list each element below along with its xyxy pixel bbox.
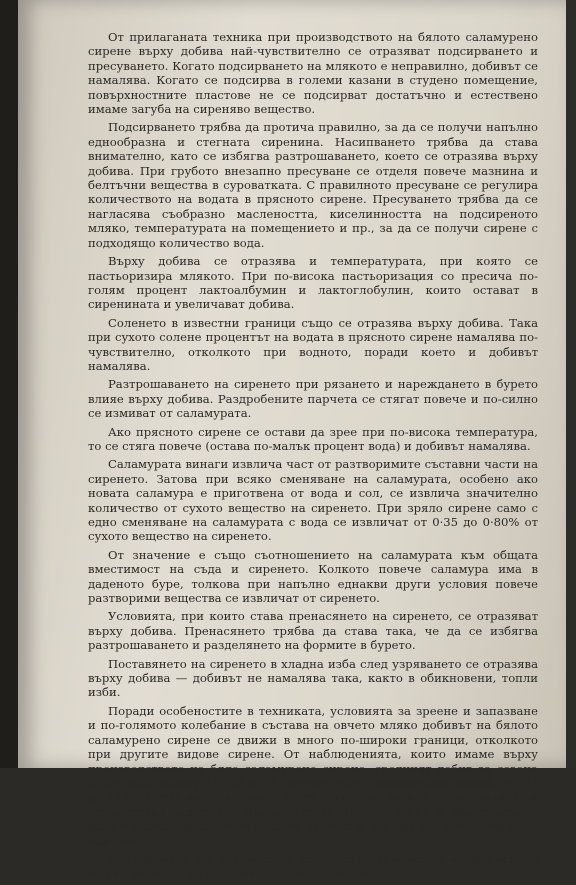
paragraph: Саламурата винаги извлича част от разтворимите съставни части на сиренето. Затова при всяко сменяване на саламурата, особено ако новата саламура е приготвена от вода и сол, се извлича значително количество от сухото вещество на сиренето. При зряло сирене само с едно сменяване на саламурата с вода се извличат от 0·35 до 0·80% от сухото вещество на сиренето. xyxy=(88,457,538,544)
paragraph: Върху добива се отразява и температурата, при която се пастьоризира млякото. При по-висока пастьоризация со пресича по-голям процент лактоалбумин и лактоглобулин, които остават в сиренината и увеличават добива. xyxy=(88,254,538,312)
paragraph: От прилаганата техника при производството на бялото саламурено сирене върху добива най-чувствително се отразяват подсирването и пресуването. Когато подсирването на млякото е неправилно, добивът се намалява. Когато се подсирва в големи казани в студено помещение, повърхностните пластове не се подсирват достатъчно и естествено имаме загуба на сиреняво вещество. xyxy=(88,30,538,117)
paragraph: Поставянето на сиренето в хладна изба след узряването се отразява върху добива — добивът не намалява така, както в обикновени, топли изби. xyxy=(88,656,538,700)
paragraph: Поради особеностите в техниката, условията за зреене и запазване и по-голямото колебание в състава на овчето мляко добивът на бялото саламурено сирене се движи в много по-широки граници, отколкото при другите видове сирене. От наблюденията, които имаме върху производството на бяло саламурено сирене, средният добив за сезона се колебае между 25—28 кг, а пресметнато в национален мащаб—от 23 до 26 кг. Оттук идват и твърде честите спорове между предприятието и техническия персонал. Причините за ниския добив в обществените млекопреработвателни заведения са много, но ние ще отбележим по-важните: xyxy=(88,703,538,848)
paragraph: Условията, при които става пренасянето на сиренето, се отразяват върху добива. Пренасянето трябва да става така, че да се избягва разтрошаването и разделянето на формите в бурето. xyxy=(88,609,538,653)
paragraph: Подсирването трябва да протича правилно, за да се получи напълно еднообразна и стегната сиренина. Насипването трябва да става внимателно, като се избягва разтрошаването, което се отразява върху добива. При грубото внезапно пресуване се отделя повече мазнина и белтъчни вещества в суроватката. С правилното пресуване се регулира количеството на водата в прясното сирене. Пресуването трябва да се нагласява съобразно маслеността, киселинността на подсиреното мляко, температурата на помещението и пр., за да се получи сирене с подходящо количество вода. xyxy=(88,120,538,250)
book-page xyxy=(18,0,566,881)
page-edge-shadow xyxy=(566,0,576,768)
list-item: 1. Приемане на значително количество замърсено и прокиснало мляко, от което се получава по-твърдо сирене. xyxy=(88,851,538,881)
page-text xyxy=(88,30,538,885)
paragraph: От значение е също съотношението на саламурата към общата вместимост на съда и сиренето. Колкото повече саламура има в даденото буре, толкова при напълно еднакви други условия повече разтворими вещества се извличат от сиренето. xyxy=(88,547,538,606)
paragraph: Соленето в известни граници също се отразява върху добива. Така при сухото солене процентът на водата в прясното сирене намалява по-чувствително, отколкото при водното, поради което и добивът намалява. xyxy=(88,315,538,373)
paragraph: Ако прясното сирене се остави да зрее при по-висока температура, то се стяга повече (остава по-малък процент вода) и добивът намалява. xyxy=(88,424,538,453)
page-binding-shadow xyxy=(0,0,18,768)
paragraph: Разтрошаването на сиренето при рязането и нареждането в бурето влияе върху добива. Раздробените парчета се стягат повече и по-силно се измиват от саламурата. xyxy=(88,377,538,421)
